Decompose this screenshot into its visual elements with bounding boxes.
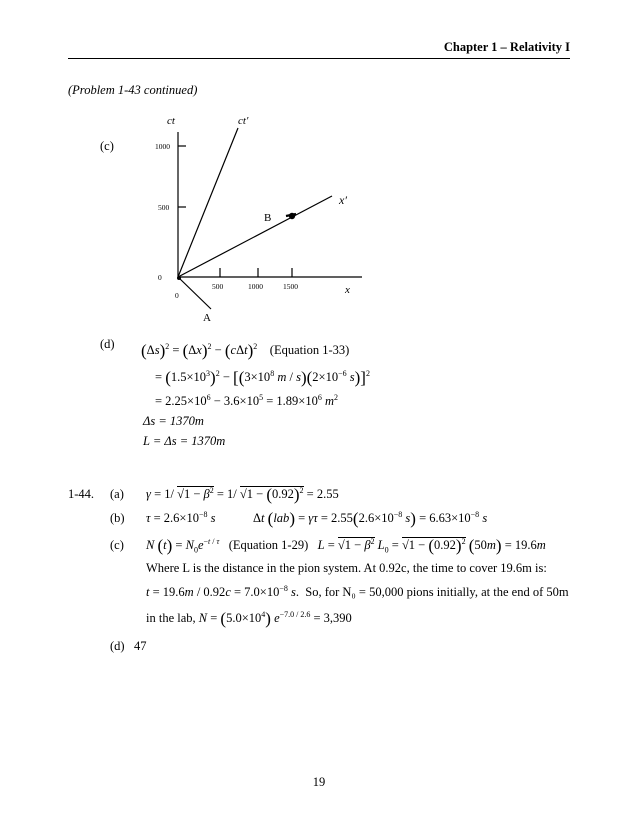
part-a-label: (a)	[110, 487, 124, 501]
part-d-answer: 47	[134, 639, 147, 653]
part-d-label: (d)	[100, 337, 115, 351]
part-b-label: (b)	[110, 511, 125, 525]
in-lab-text: in the lab,	[146, 611, 196, 625]
page-number: 19	[312, 775, 326, 789]
equation-ref-1-29: (Equation 1-29)	[228, 538, 309, 552]
point-b-label: B	[264, 212, 272, 224]
y-tick-label-0: 0	[158, 273, 162, 282]
y-tick-label-500: 500	[158, 203, 170, 212]
interval-numeric: = $2.25\times 10^6 - 3.6\times 10^5 = 1.89\times 10^6$ $m^2$	[155, 392, 338, 408]
line-to-a	[178, 277, 211, 309]
spacetime-diagram	[0, 0, 638, 330]
x-tick-label-0: 0	[175, 291, 179, 300]
origin-marker	[177, 276, 181, 280]
interval-equation: $(\Delta s)^2 = (\Delta x)^2 - (c\Delta t)^2$ (Equation 1-33)	[141, 341, 350, 360]
pion-result-line: in the lab, $N = (5.0\times 10^4) e^{-7.0 / 2.6} = 3,390$	[146, 609, 352, 628]
equation-ref-1-33: (Equation 1-33)	[269, 343, 350, 357]
x-tick-label-1500: 1500	[283, 282, 298, 291]
x-tick-label-500: 500	[212, 282, 224, 291]
y-tick-label-1000: 1000	[155, 142, 170, 151]
x-tick-label-1000: 1000	[248, 282, 263, 291]
interval-substitution: = $(1.5\times 10^3)^2 - [(3\times 10^8$ $m / s)(2\times 10^{-6}$ s)]$^2$	[155, 368, 370, 387]
decay-equation: N $(t) = N_0e^{-t / \tau}$ (Equation 1-29) $L = √1 - \beta^2$ $L_0 = √1 - (0.92)^2$ (50m) = 19.6m	[146, 536, 546, 555]
x-prime-axis	[178, 196, 332, 277]
pions-initial-text: So, for N₀ = 50,000 pions initially, at the end of 50m	[305, 585, 569, 599]
x-label: x	[345, 284, 350, 296]
delta-s-result: Δs = 1370m	[143, 414, 204, 428]
chapter-header: Chapter 1 – Relativity I	[443, 40, 570, 54]
problem-number-1-44: 1-44.	[68, 487, 95, 501]
tau-equation: $\tau = 2.6\times 10^{-8}$ s	[146, 509, 216, 525]
pion-time-line: $t = 19.6m / 0.92c = 7.0\times 10^{-8}$ s. So, for N₀ = 50,000 pions initially, at the end of 50m	[146, 583, 569, 599]
x-prime-label: x′	[339, 193, 347, 207]
ct-label: ct	[167, 115, 175, 127]
part-d-label-1-44: (d)	[110, 639, 125, 653]
part-c-label-1-44: (c)	[110, 538, 124, 552]
lab-time-equation: Δt $(lab) = \gamma\tau = 2.55(2.6\times 10^{-8}$ $s) = 6.63\times 10^{-8}$ s	[253, 509, 488, 528]
ct-prime-axis	[178, 128, 238, 277]
length-result: L = Δs = 1370m	[143, 434, 226, 448]
gamma-equation: γ = 1/ $√1 - \beta^2 = 1/$ $√1 - (0.92)^2 = 2.55$	[146, 485, 339, 504]
point-a-label: A	[203, 312, 211, 324]
gamma-result: = 2.55	[306, 487, 339, 501]
continued-note: (Problem 1-43 continued)	[68, 83, 198, 97]
ct-prime-label: ct′	[238, 115, 249, 127]
pion-distance-text: Where L is the distance in the pion system. At 0.92c, the time to cover 19.6m is:	[146, 561, 547, 575]
part-c-label: (c)	[100, 139, 114, 153]
